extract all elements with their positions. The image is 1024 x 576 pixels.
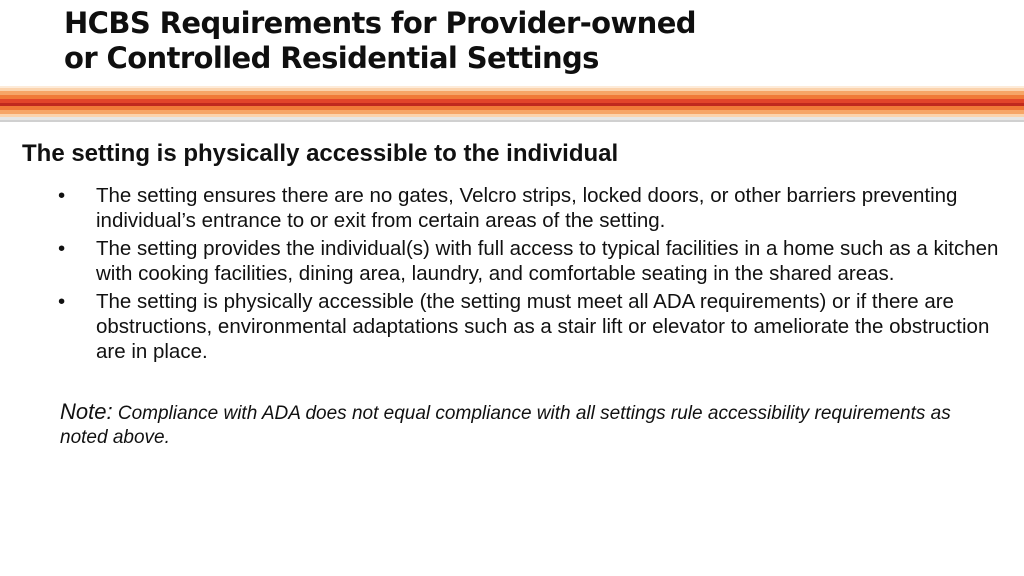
decorative-gradient-band	[0, 86, 1024, 122]
slide-title-line-2: or Controlled Residential Settings	[64, 41, 599, 75]
bullet-marker: •	[58, 184, 66, 207]
bullet-marker: •	[58, 290, 66, 313]
bullet-text: The setting provides the individual(s) with full access to typical facilities in a home such as a kitchen with cooking facilities, dining area, laundry, and comfortable seating in the shared areas.	[96, 237, 999, 285]
slide-title	[64, 6, 696, 76]
bullet-marker: •	[58, 237, 66, 260]
bullet-item	[22, 183, 1002, 233]
section-heading: The setting is physically accessible to the individual	[22, 140, 619, 167]
bullet-text: The setting is physically accessible (the setting must meet all ADA requirements) or if there are obstructions, environmental adaptations such as a stair lift or elevator to ameliorate the obstruction are in place.	[96, 290, 990, 363]
band-stripe	[0, 120, 1024, 122]
bullet-item	[22, 289, 1002, 364]
bullet-list	[22, 183, 1002, 364]
slide-content	[22, 138, 1002, 450]
bullet-item	[22, 236, 1002, 286]
note-paragraph	[60, 400, 1000, 450]
bullet-text: The setting ensures there are no gates, Velcro strips, locked doors, or other barriers preventing individual’s entrance to or exit from certain areas of the setting.	[96, 184, 958, 232]
note-label: Note:	[60, 399, 113, 424]
note-text: Compliance with ADA does not equal compliance with all settings rule accessibility requirements as noted above.	[60, 403, 951, 448]
slide-title-line-1: HCBS Requirements for Provider-owned	[64, 6, 696, 40]
